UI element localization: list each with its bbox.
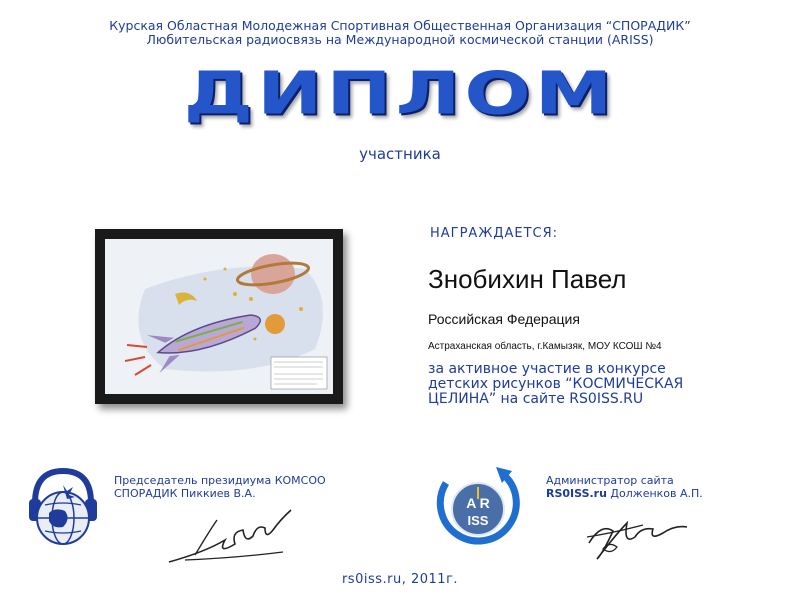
rocket-drawing-image — [105, 239, 333, 394]
recipient-name: Знобихин Павел — [428, 264, 627, 294]
recipient-region: Астраханская область, г.Камызяк, МОУ КСОШ №4 — [428, 341, 662, 352]
left-signatory-name: СПОРАДИК Пиккиев В.А. — [114, 487, 256, 500]
award-reason-line: детских рисунков “КОСМИЧЕСКАЯ — [428, 376, 684, 392]
award-reason-line: ЦЕЛИНА” на сайте RS0ISS.RU — [428, 391, 644, 407]
diploma-title: ДИПЛОМ — [183, 60, 617, 128]
left-signatory-title: Председатель президиума КОМСОО — [114, 474, 326, 487]
site-name: RS0ISS.ru — [546, 487, 607, 500]
drawing-frame — [95, 229, 343, 404]
footer-site-year: rs0iss.ru, 2011г. — [341, 572, 459, 587]
left-signatory — [114, 474, 326, 500]
signature-right-icon — [583, 503, 693, 563]
recipient-country: Российская Федерация — [428, 311, 580, 327]
ariss-logo-icon — [432, 463, 524, 553]
rocket-drawing-icon — [105, 239, 333, 394]
globe-headphones-logo-icon — [25, 463, 100, 553]
ariss-top-text: A R — [466, 495, 490, 511]
right-signatory-name-line — [546, 487, 703, 500]
award-reason — [428, 362, 768, 407]
header-org-name: Курская Областная Молодежная Спортивная Общественная Организация “СПОРАДИК” — [109, 18, 691, 33]
award-reason-line: за активное участие в конкурсе — [428, 361, 666, 377]
right-signatory — [546, 474, 703, 500]
ariss-bottom-text: ISS — [467, 513, 489, 528]
header-subtitle: Любительская радиосвязь на Международной космической станции (ARISS) — [146, 32, 654, 47]
signature-left-icon — [165, 500, 295, 570]
awarded-label: НАГРАЖДАЕТСЯ: — [430, 226, 559, 241]
right-signatory-name: Долженков А.П. — [606, 487, 703, 500]
diploma-subtitle: участника — [359, 145, 441, 163]
right-signatory-title: Администратор сайта — [546, 474, 674, 487]
